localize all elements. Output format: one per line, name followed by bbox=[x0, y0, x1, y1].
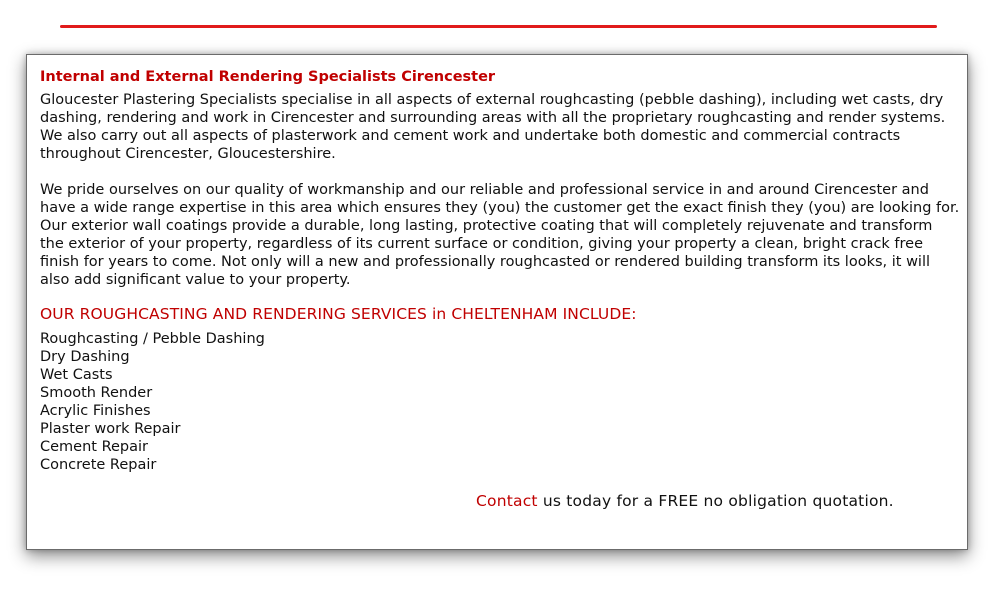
list-item: Roughcasting / Pebble Dashing bbox=[40, 331, 265, 347]
contact-text: us today for a FREE no obligation quotation. bbox=[537, 492, 894, 510]
coatings-paragraph: Our exterior wall coatings provide a durable, long lasting, protective coating that will completely rejuvenate and transform the exterior of your property, regardless of its current surface or condition, giving your property a clean, bright crack free finish for years to come. Not only will a new and professionally roughcasted or rendered building transform its looks, it will also add significant value to your property. bbox=[40, 218, 933, 288]
intro-paragraph: Gloucester Plastering Specialists specialise in all aspects of external roughcasting (pebble dashing), including wet casts, dry dashing, rendering and work in Cirencester and surrounding areas with all the proprietary roughcasting and render systems. We also carry out all aspects of plasterwork and cement work and undertake both domestic and commercial contracts throughout Cirencester, Gloucestershire. bbox=[40, 92, 946, 162]
list-item: Plaster work Repair bbox=[40, 421, 181, 437]
page-heading: Internal and External Rendering Specialists Cirencester bbox=[40, 69, 496, 85]
list-item: Concrete Repair bbox=[40, 457, 157, 473]
services-list bbox=[40, 330, 960, 474]
list-item: Dry Dashing bbox=[40, 349, 130, 365]
list-item: Smooth Render bbox=[40, 385, 153, 401]
contact-link[interactable]: Contact bbox=[476, 492, 538, 510]
top-divider bbox=[60, 25, 937, 28]
quality-paragraph: We pride ourselves on our quality of workmanship and our reliable and professional service in and around Cirencester and have a wide range expertise in this area which ensures they (you) the customer get the exact finish they (you) are looking for. bbox=[40, 182, 960, 216]
list-item: Wet Casts bbox=[40, 367, 113, 383]
services-heading: OUR ROUGHCASTING AND RENDERING SERVICES in CHELTENHAM INCLUDE: bbox=[40, 305, 637, 323]
contact-callout bbox=[476, 491, 894, 511]
list-item: Acrylic Finishes bbox=[40, 403, 151, 419]
content-body bbox=[40, 66, 960, 474]
content-panel bbox=[26, 54, 968, 550]
list-item: Cement Repair bbox=[40, 439, 148, 455]
